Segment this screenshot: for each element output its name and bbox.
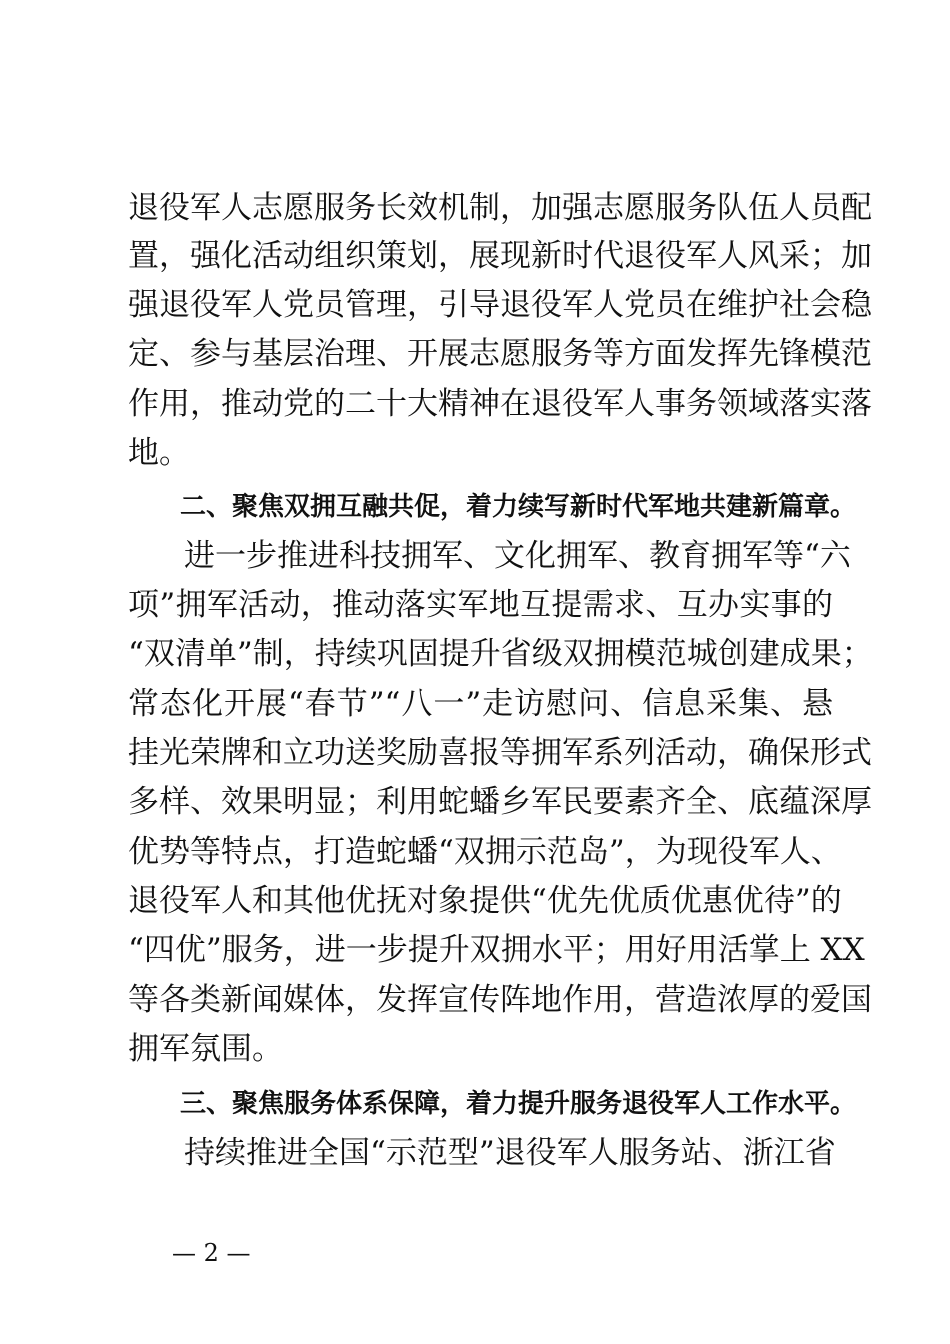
paragraph-line: 等各类新闻媒体，发挥宣传阵地作用，营造浓厚的爱国 xyxy=(128,982,872,1018)
paragraph-line: 优势等特点，打造蛇蟠“双拥示范岛”，为现役军人、 xyxy=(128,834,842,870)
paragraph-line: 定、参与基层治理、开展志愿服务等方面发挥先锋模范 xyxy=(128,336,872,372)
paragraph-line: 进一步推进科技拥军、文化拥军、教育拥军等“六 xyxy=(184,538,851,574)
paragraph-line: 置，强化活动组织策划，展现新时代退役军人风采；加 xyxy=(128,238,872,274)
paragraph-line: 作用，推动党的二十大精神在退役军人事务领域落实落 xyxy=(128,386,872,422)
paragraph-line: 挂光荣牌和立功送奖励喜报等拥军系列活动，确保形式 xyxy=(128,735,872,771)
paragraph-line: “四优”服务，进一步提升双拥水平；用好用活掌上 XX xyxy=(128,932,865,968)
paragraph-line: 持续推进全国“示范型”退役军人服务站、浙江省 xyxy=(184,1135,836,1171)
paragraph-line: 退役军人志愿服务长效机制，加强志愿服务队伍人员配 xyxy=(128,190,872,226)
paragraph-line: 拥军氛围。 xyxy=(128,1031,283,1067)
paragraph-line: 常态化开展“春节”“八一”走访慰问、信息采集、悬 xyxy=(128,686,833,722)
paragraph-line: 项”拥军活动，推动落实军地互提需求、互办实事的 xyxy=(128,587,833,623)
paragraph-line: 地。 xyxy=(128,435,190,471)
page-number: — 2 — xyxy=(172,1239,251,1267)
section-heading: 二、聚焦双拥互融共促，着力续写新时代军地共建新篇章。 xyxy=(180,492,857,522)
paragraph-line: 退役军人和其他优抚对象提供“优先优质优惠优待”的 xyxy=(128,883,842,919)
paragraph-line: “双清单”制，持续巩固提升省级双拥模范城创建成果； xyxy=(128,636,873,672)
section-heading: 三、聚焦服务体系保障，着力提升服务退役军人工作水平。 xyxy=(180,1089,857,1119)
paragraph-line: 强退役军人党员管理，引导退役军人党员在维护社会稳 xyxy=(128,287,872,323)
paragraph-line: 多样、效果明显；利用蛇蟠乡军民要素齐全、底蕴深厚 xyxy=(128,784,872,820)
